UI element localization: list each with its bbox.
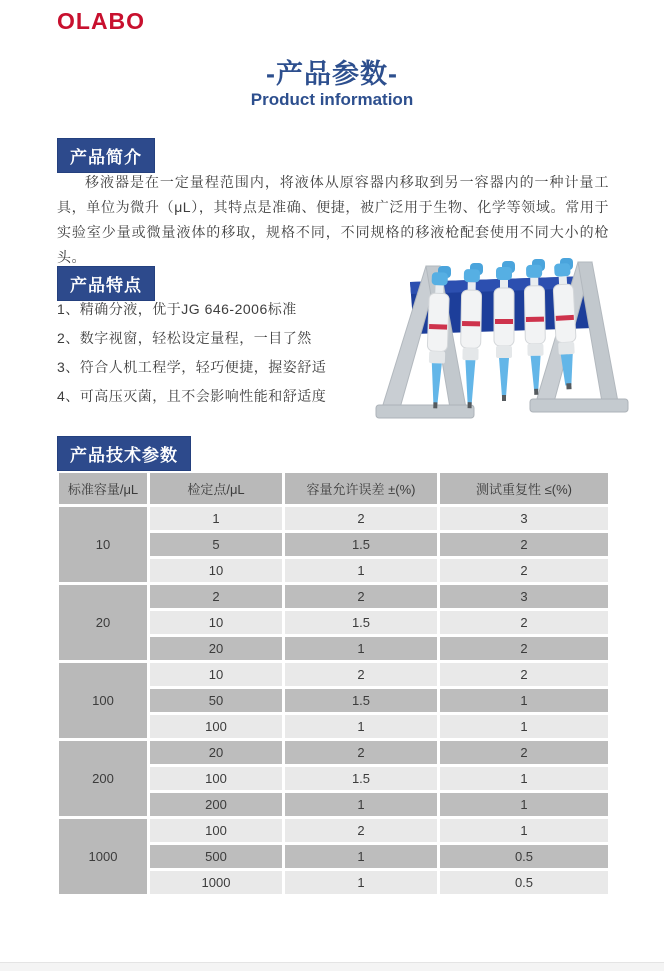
spec-cell: 1 bbox=[285, 845, 437, 868]
spec-cell: 0.5 bbox=[440, 871, 608, 894]
spec-cell: 1 bbox=[285, 871, 437, 894]
page-title: -产品参数- bbox=[266, 59, 398, 89]
spec-cell: 3 bbox=[440, 507, 608, 530]
spec-cell: 1 bbox=[285, 715, 437, 738]
spec-cell: 5 bbox=[150, 533, 282, 556]
spec-cell: 1 bbox=[285, 793, 437, 816]
intro-paragraph: 移液器是在一定量程范围内，将液体从原容器内移取到另一容器内的一种计量工具，单位为微升（μL），其特点是准确、便捷，被广泛用于生物、化学等领域。常用于实验室少量或微量液体的移取，规格不同，不同规格的移液枪配套使用不同大小的枪头。 bbox=[57, 174, 609, 265]
spec-cell: 2 bbox=[440, 559, 608, 582]
spec-cell: 1.5 bbox=[285, 611, 437, 634]
table-row bbox=[59, 663, 608, 686]
spec-cell: 1000 bbox=[150, 871, 282, 894]
spec-cell: 500 bbox=[150, 845, 282, 868]
footer-divider bbox=[0, 962, 664, 971]
spec-cell: 1 bbox=[440, 715, 608, 738]
feature-item: 4、可高压灭菌，且不会影响性能和舒适度 bbox=[57, 388, 327, 404]
spec-cell: 2 bbox=[440, 611, 608, 634]
spec-cell: 2 bbox=[150, 585, 282, 608]
spec-cell: 2 bbox=[285, 585, 437, 608]
spec-cell: 1 bbox=[150, 507, 282, 530]
spec-cell: 1 bbox=[440, 819, 608, 842]
specs-table bbox=[56, 470, 611, 897]
spec-cell: 100 bbox=[150, 819, 282, 842]
spec-cell: 2 bbox=[440, 741, 608, 764]
feature-item: 3、符合人机工程学，轻巧便捷，握姿舒适 bbox=[57, 359, 327, 375]
spec-cell: 2 bbox=[285, 663, 437, 686]
spec-cell: 10 bbox=[150, 663, 282, 686]
spec-cell: 200 bbox=[150, 793, 282, 816]
spec-cell: 2 bbox=[285, 819, 437, 842]
table-row bbox=[59, 585, 608, 608]
feature-item: 2、数字视窗，轻松设定量程，一目了然 bbox=[57, 330, 312, 346]
page-subtitle: Product information bbox=[250, 90, 414, 109]
spec-cell: 2 bbox=[440, 533, 608, 556]
section-heading-specs: 产品技术参数 bbox=[57, 436, 191, 471]
spec-cell: 10 bbox=[150, 559, 282, 582]
spec-cell: 1 bbox=[440, 767, 608, 790]
spec-cell: 1.5 bbox=[285, 767, 437, 790]
capacity-group-cell: 200 bbox=[59, 741, 147, 816]
pipette-rack-image bbox=[342, 250, 647, 440]
spec-cell: 50 bbox=[150, 689, 282, 712]
capacity-group-cell: 20 bbox=[59, 585, 147, 660]
spec-cell: 2 bbox=[285, 741, 437, 764]
feature-item: 1、精确分液，优于JG 646-2006标准 bbox=[57, 301, 297, 317]
table-header-row bbox=[59, 473, 608, 504]
capacity-group-cell: 10 bbox=[59, 507, 147, 582]
table-row bbox=[59, 819, 608, 842]
spec-cell: 20 bbox=[150, 741, 282, 764]
spec-cell: 1 bbox=[440, 793, 608, 816]
spec-cell: 2 bbox=[440, 637, 608, 660]
spec-cell: 1 bbox=[285, 637, 437, 660]
capacity-group-cell: 1000 bbox=[59, 819, 147, 894]
spec-cell: 1.5 bbox=[285, 689, 437, 712]
capacity-group-cell: 100 bbox=[59, 663, 147, 738]
column-header: 标准容量/μL bbox=[59, 473, 147, 504]
spec-cell: 20 bbox=[150, 637, 282, 660]
spec-cell: 3 bbox=[440, 585, 608, 608]
column-header: 检定点/μL bbox=[150, 473, 282, 504]
spec-cell: 100 bbox=[150, 715, 282, 738]
table-row bbox=[59, 741, 608, 764]
column-header: 测试重复性 ≤(%) bbox=[440, 473, 608, 504]
spec-cell: 1.5 bbox=[285, 533, 437, 556]
brand-logo: OLABO bbox=[57, 8, 146, 34]
section-heading-intro: 产品简介 bbox=[57, 138, 155, 173]
spec-cell: 1 bbox=[440, 689, 608, 712]
spec-cell: 10 bbox=[150, 611, 282, 634]
section-heading-features: 产品特点 bbox=[57, 266, 155, 301]
spec-cell: 2 bbox=[285, 507, 437, 530]
spec-cell: 2 bbox=[440, 663, 608, 686]
column-header: 容量允许误差 ±(%) bbox=[285, 473, 437, 504]
spec-cell: 1 bbox=[285, 559, 437, 582]
spec-cell: 100 bbox=[150, 767, 282, 790]
feature-list bbox=[57, 302, 357, 418]
spec-cell: 0.5 bbox=[440, 845, 608, 868]
table-row bbox=[59, 507, 608, 530]
